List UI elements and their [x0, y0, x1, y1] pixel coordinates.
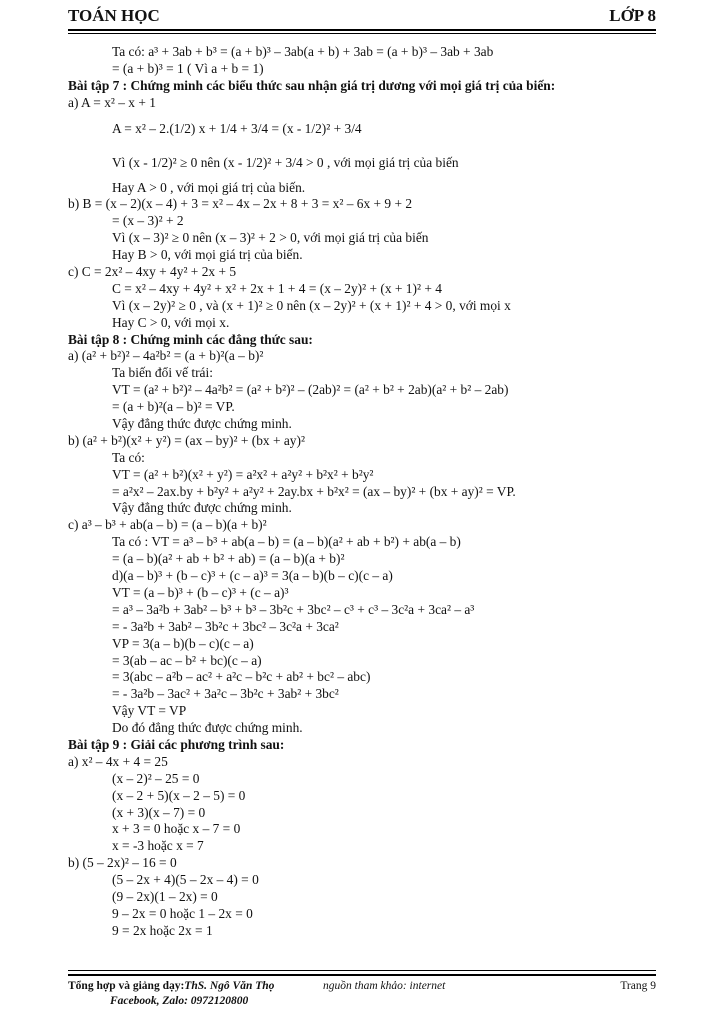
text-line: Hay A > 0 , với mọi giá trị của biến. [112, 179, 306, 195]
text-line: = 3(abc – a²b – ac² + a²c – b²c + ab² + bc² – abc) [112, 669, 371, 685]
text-line: Vì (x – 2y)² ≥ 0 , và (x + 1)² ≥ 0 nên (x – 2y)² + (x + 1)² + 4 > 0, với mọi x [112, 297, 511, 313]
text-line: b) B = (x – 2)(x – 4) + 3 = x² – 4x – 2x + 8 + 3 = x² – 6x + 9 + 2 [68, 196, 413, 212]
text-line: = 3(ab – ac – b² + bc)(c – a) [112, 652, 262, 668]
text-line: = a³ – 3a²b + 3ab² – b³ + b³ – 3b²c + 3bc² – c³ + c³ – 3c²a + 3ca² – a³ [112, 601, 475, 617]
text-line: C = x² – 4xy + 4y² + x² + 2x + 1 + 4 = (x – 2y)² + (x + 1)² + 4 [112, 280, 442, 296]
text-line: Vậy đẳng thức được chứng minh. [112, 500, 292, 516]
text-line: a) (a² + b²)² – 4a²b² = (a + b)²(a – b)² [68, 348, 264, 364]
footer-author-name: ThS. Ngô Văn Thọ [184, 980, 275, 992]
text-line: VT = (a² + b²)(x² + y²) = a²x² + a²y² + b²x² + b²y² [112, 466, 374, 482]
text-line: Vậy VT = VP [112, 703, 187, 719]
footer-author-label: Tổng hợp và giảng dạy: [68, 980, 185, 992]
text-line: Ta có : VT = a³ – b³ + ab(a – b) = (a – b)(a² + ab + b²) + ab(a – b) [112, 534, 461, 550]
text-line: = a²x² – 2ax.by + b²y² + a²y² + 2ay.bx + b²x² = (ax – by)² + (bx + ay)² = VP. [112, 483, 516, 499]
header-subject: TOÁN HỌC [68, 6, 160, 25]
text-line: (x + 3)(x – 7) = 0 [112, 804, 206, 820]
text-line: = - 3a²b + 3ab² – 3b²c + 3bc² – 3c²a + 3ca² [112, 618, 339, 634]
text-line: Ta có: [112, 449, 145, 465]
text-line: = - 3a²b – 3ac² + 3a²c – 3b²c + 3ab² + 3bc² [112, 686, 339, 702]
document-body [68, 44, 656, 940]
text-line: = (a + b)³ = 1 ( Vì a + b = 1) [112, 60, 264, 76]
header-grade: LỚP 8 [609, 6, 656, 25]
footer-page-number: Trang 9 [620, 980, 656, 992]
text-line: Vậy đẳng thức được chứng minh. [112, 416, 292, 432]
footer-source: nguồn tham khảo: internet [323, 980, 446, 992]
text-line: (x – 2 + 5)(x – 2 – 5) = 0 [112, 787, 246, 803]
text-line: x = -3 hoặc x = 7 [112, 838, 204, 854]
text-line: = (x – 3)² + 2 [112, 213, 184, 229]
text-line: (5 – 2x + 4)(5 – 2x – 4) = 0 [112, 872, 259, 888]
footer-author [68, 980, 274, 992]
text-line: 9 – 2x = 0 hoặc 1 – 2x = 0 [112, 905, 253, 921]
text-line: Vì (x - 1/2)² ≥ 0 nên (x - 1/2)² + 3/4 > 0 , với mọi giá trị của biến [112, 154, 459, 170]
text-line: b) (a² + b²)(x² + y²) = (ax – by)² + (bx + ay)² [68, 432, 305, 448]
text-line: Ta biến đổi vế trái: [112, 365, 213, 381]
text-line: Do đó đẳng thức được chứng minh. [112, 720, 303, 736]
text-line: 9 = 2x hoặc 2x = 1 [112, 922, 213, 938]
exercise-heading: Bài tập 7 : Chứng minh các biểu thức sau nhận giá trị dương với mọi giá trị của biến: [68, 77, 556, 93]
text-line: b) (5 – 2x)² – 16 = 0 [68, 855, 177, 871]
text-line: = (a + b)²(a – b)² = VP. [112, 399, 235, 415]
text-line: Vì (x – 3)² ≥ 0 nên (x – 3)² + 2 > 0, với mọi giá trị của biến [112, 230, 429, 246]
header-rule [68, 29, 656, 31]
footer-contact: Facebook, Zalo: 0972120800 [110, 995, 249, 1007]
footer-rule-thin [68, 970, 656, 971]
page-footer [68, 980, 656, 1016]
text-line: = (a – b)(a² + ab + b² + ab) = (a – b)(a + b)² [112, 551, 345, 567]
text-line: VT = (a – b)³ + (b – c)³ + (c – a)³ [112, 584, 289, 600]
text-line: (x – 2)² – 25 = 0 [112, 770, 200, 786]
text-line: Hay C > 0, với mọi x. [112, 314, 230, 330]
page-header [68, 6, 656, 28]
text-line: a) x² – 4x + 4 = 25 [68, 753, 168, 769]
text-line: c) a³ – b³ + ab(a – b) = (a – b)(a + b)² [68, 517, 267, 533]
text-line: x + 3 = 0 hoặc x – 7 = 0 [112, 821, 241, 837]
text-line: Hay B > 0, với mọi giá trị của biến. [112, 247, 303, 263]
text-line: VT = (a² + b²)² – 4a²b² = (a² + b²)² – (2ab)² = (a² + b² + 2ab)(a² + b² – 2ab) [112, 382, 509, 398]
footer-rule [68, 974, 656, 976]
text-line: c) C = 2x² – 4xy + 4y² + 2x + 5 [68, 264, 237, 280]
exercise-heading: Bài tập 8 : Chứng minh các đẳng thức sau: [68, 331, 313, 347]
exercise-heading: Bài tập 9 : Giải các phương trình sau: [68, 736, 285, 752]
text-line: Ta có: a³ + 3ab + b³ = (a + b)³ – 3ab(a + b) + 3ab = (a + b)³ – 3ab + 3ab [112, 44, 494, 59]
text-line: A = x² – 2.(1/2) x + 1/4 + 3/4 = (x - 1/2)² + 3/4 [112, 120, 362, 136]
text-line: a) A = x² – x + 1 [68, 94, 156, 110]
text-line: (9 – 2x)(1 – 2x) = 0 [112, 888, 218, 904]
text-line: d)(a – b)³ + (b – c)³ + (c – a)³ = 3(a – b)(b – c)(c – a) [112, 568, 393, 584]
text-line: VP = 3(a – b)(b – c)(c – a) [112, 635, 254, 651]
header-rule-thin [68, 33, 656, 34]
